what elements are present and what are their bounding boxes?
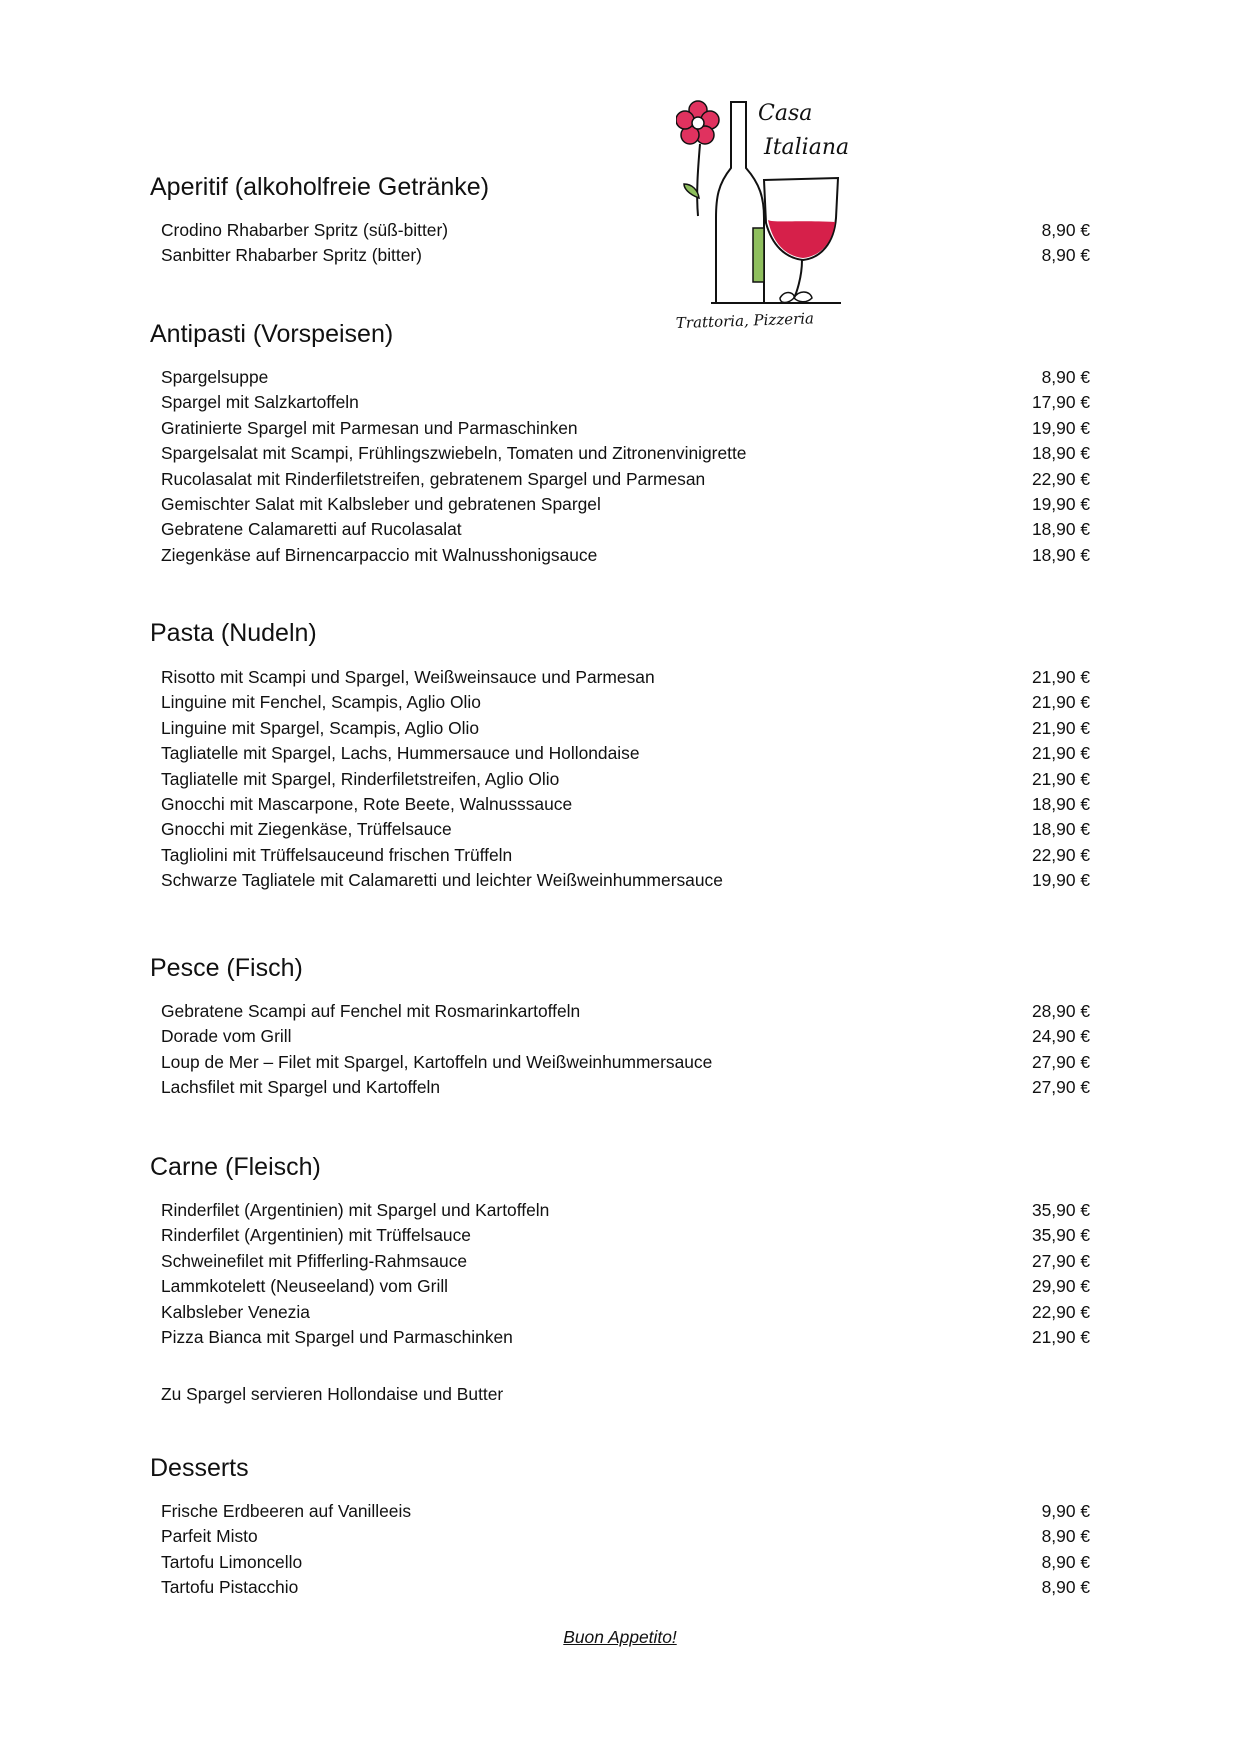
item-price: 8,90 €	[1041, 1577, 1090, 1598]
item-name: Spargelsalat mit Scampi, Frühlingszwiebeln, Tomaten und Zitronenvinigrette	[161, 443, 747, 464]
item-name: Sanbitter Rhabarber Spritz (bitter)	[161, 245, 422, 266]
item-price: 19,90 €	[1031, 493, 1090, 514]
menu-item	[161, 1223, 1090, 1248]
item-price: 27,90 €	[1031, 1250, 1090, 1271]
section-title: Pasta (Nudeln)	[150, 619, 317, 647]
item-name: Tagliatelle mit Spargel, Rinderfiletstreifen, Aglio Olio	[161, 768, 560, 789]
item-price: 9,90 €	[1041, 1501, 1090, 1521]
item-price: 22,90 €	[1031, 844, 1090, 865]
item-price: 8,90 €	[1041, 1551, 1090, 1572]
item-price: 21,90 €	[1031, 667, 1090, 687]
item-name: Gemischter Salat mit Kalbsleber und gebratenen Spargel	[161, 493, 601, 514]
item-price: 24,90 €	[1031, 1026, 1090, 1047]
item-name: Gebratene Calamaretti auf Rucolasalat	[161, 519, 462, 540]
item-name: Tartofu Pistacchio	[161, 1577, 299, 1598]
item-price: 21,90 €	[1031, 768, 1090, 789]
menu-item	[161, 792, 1090, 817]
item-name: Rinderfilet (Argentinien) mit Trüffelsauce	[161, 1225, 471, 1246]
section-antipasti	[150, 314, 1090, 565]
section-title: Desserts	[150, 1454, 249, 1482]
item-name: Schweinefilet mit Pfifferling-Rahmsauce	[161, 1250, 468, 1271]
item-name: Spargelsuppe	[161, 367, 269, 387]
item-price: 29,90 €	[1031, 1276, 1090, 1297]
menu-item	[161, 868, 1090, 893]
item-price: 18,90 €	[1031, 793, 1090, 814]
menu-item	[161, 467, 1090, 492]
item-name: Gnocchi mit Mascarpone, Rote Beete, Walnusssauce	[161, 793, 573, 814]
item-name: Risotto mit Scampi und Spargel, Weißweinsauce und Parmesan	[161, 667, 655, 687]
item-name: Tartofu Limoncello	[161, 1551, 303, 1572]
item-price: 19,90 €	[1031, 870, 1090, 891]
item-name: Linguine mit Spargel, Scampis, Aglio Olio	[161, 717, 480, 738]
item-price: 21,90 €	[1031, 692, 1090, 713]
item-name: Tagliatelle mit Spargel, Lachs, Hummersauce und Hollondaise	[161, 743, 640, 764]
asparagus-note: Zu Spargel servieren Hollondaise und Butter	[161, 1384, 504, 1404]
item-name: Schwarze Tagliatele mit Calamaretti und leichter Weißweinhummersauce	[161, 870, 723, 891]
menu-item	[161, 741, 1090, 766]
item-list	[161, 1499, 1090, 1601]
section-title: Pesce (Fisch)	[150, 954, 303, 982]
menu-item	[161, 690, 1090, 715]
menu-item	[161, 1274, 1090, 1299]
section-pesce	[150, 948, 1090, 1098]
item-price: 8,90 €	[1041, 1526, 1090, 1547]
item-name: Gratinierte Spargel mit Parmesan und Parmaschinken	[161, 417, 578, 438]
menu-item	[161, 1524, 1090, 1549]
menu-item	[161, 416, 1090, 441]
item-name: Pizza Bianca mit Spargel und Parmaschinken	[161, 1326, 513, 1347]
menu-item	[161, 390, 1090, 415]
item-price: 8,90 €	[1041, 220, 1090, 240]
item-price: 35,90 €	[1031, 1200, 1090, 1220]
item-name: Loup de Mer – Filet mit Spargel, Kartoffeln und Weißweinhummersauce	[161, 1051, 713, 1072]
item-price: 35,90 €	[1031, 1225, 1090, 1246]
menu-item	[161, 716, 1090, 741]
section-desserts	[150, 1448, 1090, 1598]
item-list	[161, 218, 1090, 269]
item-price: 21,90 €	[1031, 1326, 1090, 1347]
item-price: 19,90 €	[1031, 417, 1090, 438]
item-price: 28,90 €	[1031, 1001, 1090, 1021]
menu-item	[161, 543, 1090, 568]
item-price: 18,90 €	[1031, 819, 1090, 840]
item-price: 18,90 €	[1031, 443, 1090, 464]
item-name: Gebratene Scampi auf Fenchel mit Rosmarinkartoffeln	[161, 1001, 581, 1021]
section-aperitif	[150, 167, 1090, 266]
section-pasta	[150, 613, 1090, 891]
menu-item	[161, 1300, 1090, 1325]
item-price: 22,90 €	[1031, 468, 1090, 489]
menu-item	[161, 441, 1090, 466]
menu-item	[161, 767, 1090, 792]
item-name: Spargel mit Salzkartoffeln	[161, 392, 359, 413]
item-price: 8,90 €	[1041, 245, 1090, 266]
item-price: 27,90 €	[1031, 1051, 1090, 1072]
item-price: 18,90 €	[1031, 544, 1090, 565]
menu-item	[161, 1024, 1090, 1049]
menu-item	[161, 517, 1090, 542]
menu-item	[161, 1198, 1090, 1223]
menu-item	[161, 1575, 1090, 1600]
item-list	[161, 999, 1090, 1101]
item-name: Frische Erdbeeren auf Vanilleeis	[161, 1501, 412, 1521]
logo-tagline: Trattoria, Pizzeria	[676, 309, 815, 333]
item-name: Dorade vom Grill	[161, 1026, 292, 1047]
item-price: 8,90 €	[1041, 367, 1090, 387]
menu-item	[161, 218, 1090, 243]
menu-item	[161, 1499, 1090, 1524]
menu-item	[161, 1325, 1090, 1350]
section-title: Carne (Fleisch)	[150, 1153, 321, 1181]
item-price: 21,90 €	[1031, 743, 1090, 764]
menu-item	[161, 1550, 1090, 1575]
item-price: 21,90 €	[1031, 717, 1090, 738]
item-list	[161, 365, 1090, 568]
menu-item	[161, 243, 1090, 268]
item-price: 27,90 €	[1031, 1077, 1090, 1098]
menu-item	[161, 492, 1090, 517]
item-name: Rinderfilet (Argentinien) mit Spargel und Kartoffeln	[161, 1200, 550, 1220]
menu-item	[161, 665, 1090, 690]
item-price: 17,90 €	[1031, 392, 1090, 413]
menu-item	[161, 999, 1090, 1024]
item-name: Rucolasalat mit Rinderfiletstreifen, gebratenem Spargel und Parmesan	[161, 468, 706, 489]
item-list	[161, 1198, 1090, 1350]
menu-item	[161, 843, 1090, 868]
menu-item	[161, 817, 1090, 842]
menu-item	[161, 1249, 1090, 1274]
item-name: Kalbsleber Venezia	[161, 1301, 310, 1322]
item-price: 18,90 €	[1031, 519, 1090, 540]
item-name: Crodino Rhabarber Spritz (süß-bitter)	[161, 220, 449, 240]
section-title: Antipasti (Vorspeisen)	[150, 320, 394, 348]
menu-item	[161, 365, 1090, 390]
item-list	[161, 665, 1090, 894]
item-name: Tagliolini mit Trüffelsauceund frischen Trüffeln	[161, 844, 513, 865]
item-name: Parfeit Misto	[161, 1526, 258, 1547]
section-title: Aperitif (alkoholfreie Getränke)	[150, 173, 490, 201]
item-name: Linguine mit Fenchel, Scampis, Aglio Olio	[161, 692, 481, 713]
footer-greeting: Buon Appetito!	[563, 1627, 677, 1647]
item-name: Lachsfilet mit Spargel und Kartoffeln	[161, 1077, 441, 1098]
menu-item	[161, 1050, 1090, 1075]
item-name: Gnocchi mit Ziegenkäse, Trüffelsauce	[161, 819, 452, 840]
menu-item	[161, 1075, 1090, 1100]
section-carne	[150, 1147, 1090, 1347]
logo-name-line2: Italiana	[764, 135, 850, 160]
item-name: Ziegenkäse auf Birnencarpaccio mit Walnusshonigsauce	[161, 544, 598, 565]
item-name: Lammkotelett (Neuseeland) vom Grill	[161, 1276, 449, 1297]
logo-name-line1: Casa	[758, 101, 813, 126]
item-price: 22,90 €	[1031, 1301, 1090, 1322]
